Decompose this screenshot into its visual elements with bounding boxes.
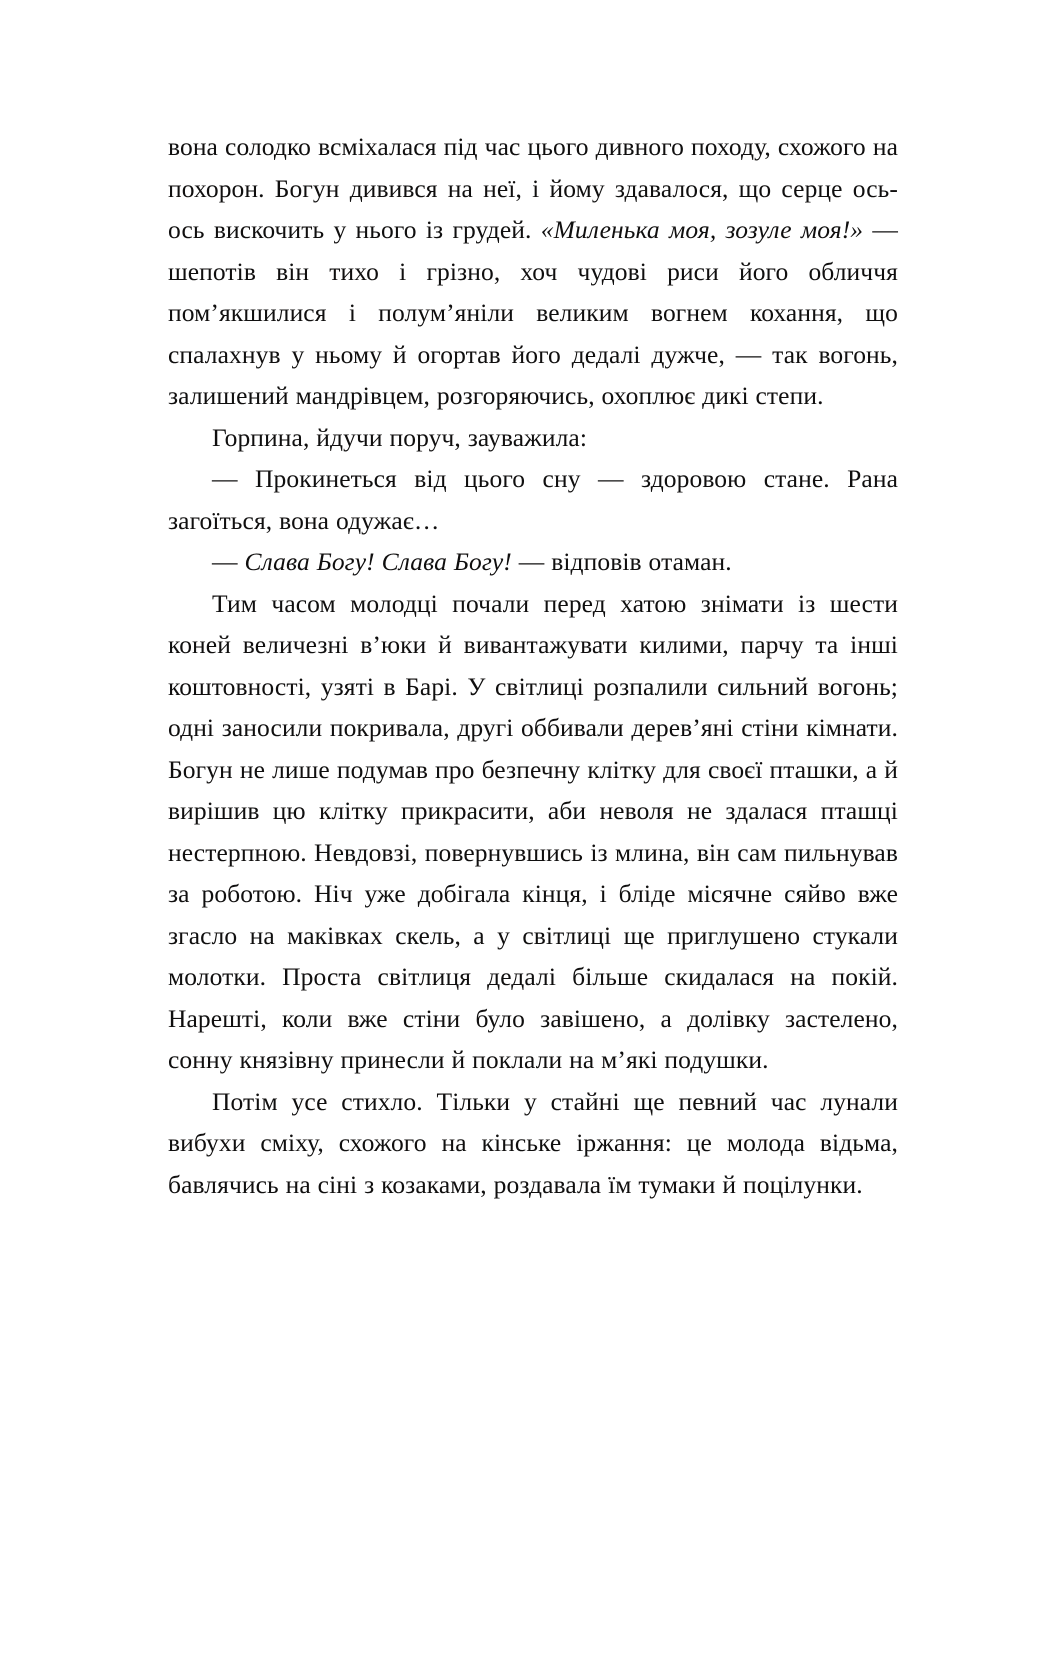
body-text-column bbox=[168, 126, 898, 1205]
paragraph bbox=[168, 458, 898, 541]
paragraph bbox=[168, 541, 898, 583]
body-text: — bbox=[212, 547, 245, 576]
body-text: — Прокинеться від цього сну — здоровою стане. Рана загоїться, вона одужає… bbox=[168, 464, 898, 535]
paragraph bbox=[168, 126, 898, 417]
emphasis-text: «Миленька моя, зозуле моя!» bbox=[540, 215, 864, 244]
body-text: Горпина, йдучи поруч, зауважила: bbox=[212, 422, 588, 452]
body-text: — відповів отаман. bbox=[511, 547, 732, 576]
body-text: — шепотів він тихо і грізно, хоч чудові риси його обличчя пом’якшилися і полум’яніли великим вогнем кохання, що спалахнув у ньому й огортав його дедалі дужче, — так вогонь, залишений мандрівцем, розгоряючись, охоплює дикі степи. bbox=[168, 215, 899, 410]
paragraph bbox=[168, 583, 898, 1081]
paragraph bbox=[168, 417, 898, 459]
body-text: Тим часом молодці почали перед хатою знімати із шести коней величезні в’юки й вивантажувати килими, парчу та інші коштовності, узяті в Барі. У світлиці розпалили сильний вогонь; одні заносили покривала, другі оббивали дерев’яні стіни кімнати. Богун не лише подумав про безпечну клітку для своєї пташки, а й вирішив цю клітку прикрасити, аби неволя не здалася пташці нестерпною. Невдовзі, повернувшись із млина, він сам пильнував за роботою. Ніч уже добігала кінця, і бліде місячне сяйво вже згасло на маківках скель, а у світлиці ще приглушено стукали молотки. Проста світлиця дедалі більше скидалася на покій. Нарешті, коли вже стіни було завішено, а долівку застелено, сонну князівну принесли й поклали на м’які подушки. bbox=[168, 588, 898, 1074]
emphasis-text: Слава Богу! Слава Богу! bbox=[244, 547, 512, 576]
paragraph bbox=[168, 1081, 898, 1206]
body-text: вона солодко всміхалася під час цього дивного походу, схожого на похорон. Богун дивився на неї, і йому здавалося, що серце ось-ось вискочить у нього із грудей. bbox=[168, 132, 898, 244]
body-text: Потім усе стихло. Тільки у стайні ще певний час лунали вибухи сміху, схожого на кінське іржання: це молода відьма, бавлячись на сіні з козаками, роздавала їм тумаки й поцілунки. bbox=[168, 1086, 898, 1199]
